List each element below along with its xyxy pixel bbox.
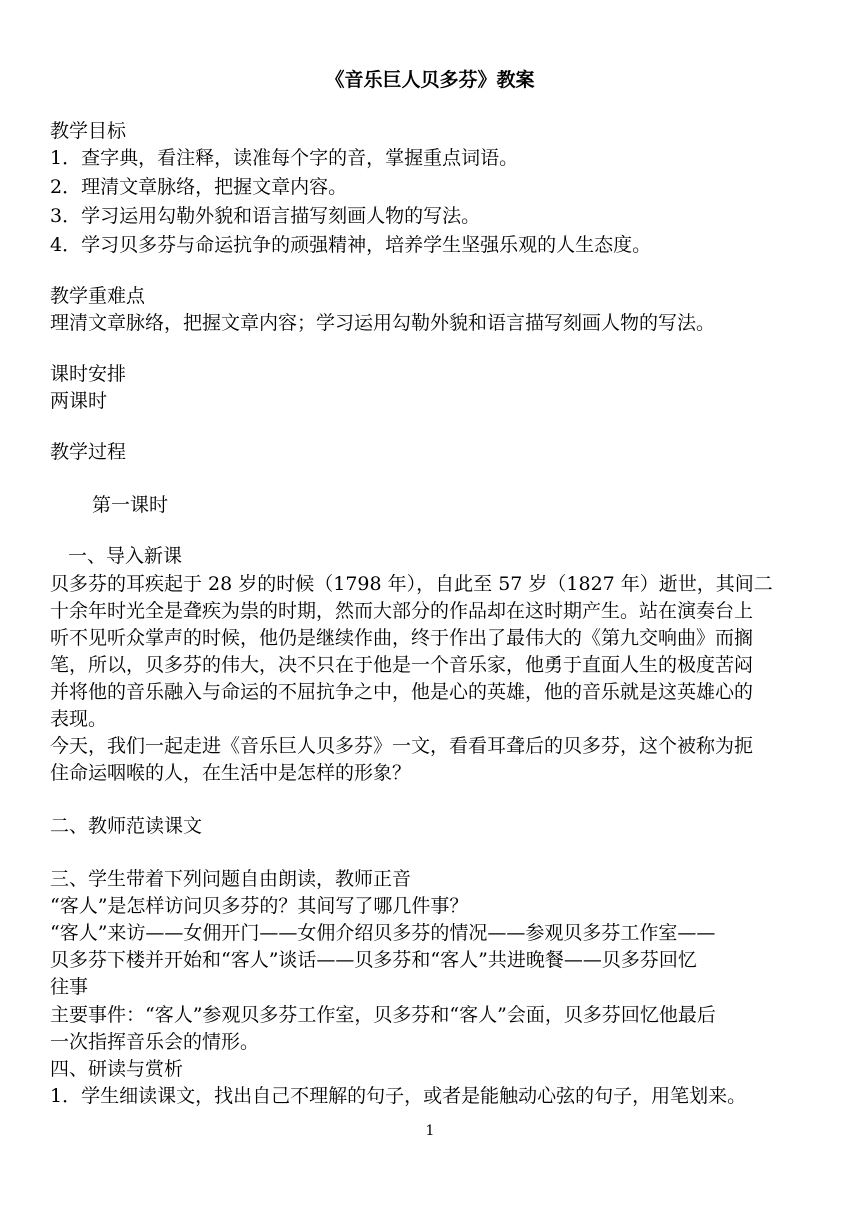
process-heading: 教学过程 (50, 441, 127, 463)
paragraph-line: 笔，所以，贝多芬的伟大，决不只在于他是一个音乐家，他勇于直面人生的极度苦闷 (50, 654, 754, 676)
paragraph-line: 贝多芬下楼并开始和“客人”谈话——贝多芬和“客人”共进晚餐——贝多芬回忆 (50, 949, 697, 971)
paragraph-line: 并将他的音乐融入与命运的不屈抗争之中，他是心的英雄，他的音乐就是这英雄心的 (50, 681, 754, 703)
paragraph-line: 贝多芬的耳疾起于 28 岁的时候（1798 年），自此至 57 岁（1827 年）逝世，其间二 (50, 573, 773, 595)
goal-item: 2．理清文章脉络，把握文章内容。 (50, 176, 348, 198)
keypoints-heading: 教学重难点 (50, 285, 146, 307)
paragraph-line: 听不见听众掌声的时候，他仍是继续作曲，终于作出了最伟大的《第九交响曲》而搁 (50, 627, 754, 649)
section-1-heading: 一、导入新课 (68, 545, 183, 567)
schedule-heading: 课时安排 (50, 363, 127, 385)
section-4-item: 1．学生细读课文，找出自己不理解的句子，或者是能触动心弦的句子，用笔划来。 (50, 1085, 747, 1107)
goal-item: 3．学习运用勾勒外貌和语言描写刻画人物的写法。 (50, 205, 481, 227)
paragraph-line: 住命运咽喉的人，在生活中是怎样的形象？ (50, 762, 412, 784)
paragraph-line: 往事 (50, 976, 89, 998)
schedule-text: 两课时 (50, 390, 108, 412)
section-4-heading: 四、研读与赏析 (50, 1058, 184, 1080)
section-3-heading: 三、学生带着下列问题自由朗读，教师正音 (50, 868, 412, 890)
paragraph-line: 十余年时光全是聋疾为祟的时期，然而大部分的作品却在这时期产生。站在演奏台上 (50, 600, 754, 622)
paragraph-line: 主要事件：“客人”参观贝多芬工作室，贝多芬和“客人”会面，贝多芬回忆他最后 (50, 1004, 716, 1026)
goals-heading: 教学目标 (50, 120, 127, 142)
page-number: 1 (425, 1123, 435, 1139)
paragraph-line: 表现。 (50, 708, 108, 730)
section-2-heading: 二、教师范读课文 (50, 815, 203, 837)
section-3-question: “客人”是怎样访问贝多芬的？其间写了哪几件事？ (50, 895, 469, 917)
goal-item: 1．查字典，看注释，读准每个字的音，掌握重点词语。 (50, 147, 519, 169)
goal-item: 4．学习贝多芬与命运抗争的顽强精神，培养学生坚强乐观的人生态度。 (50, 234, 652, 256)
paragraph-line: 今天，我们一起走进《音乐巨人贝多芬》一文，看看耳聋后的贝多芬，这个被称为扼 (50, 735, 754, 757)
paragraph-line: 一次指挥音乐会的情形。 (50, 1031, 260, 1053)
paragraph-line: “客人”来访——女佣开门——女佣介绍贝多芬的情况——参观贝多芬工作室—— (50, 922, 716, 944)
document-title: 《音乐巨人贝多芬》教案 (325, 69, 535, 91)
lesson-label: 第一课时 (92, 494, 169, 516)
keypoints-text: 理清文章脉络，把握文章内容；学习运用勾勒外貌和语言描写刻画人物的写法。 (50, 312, 716, 334)
